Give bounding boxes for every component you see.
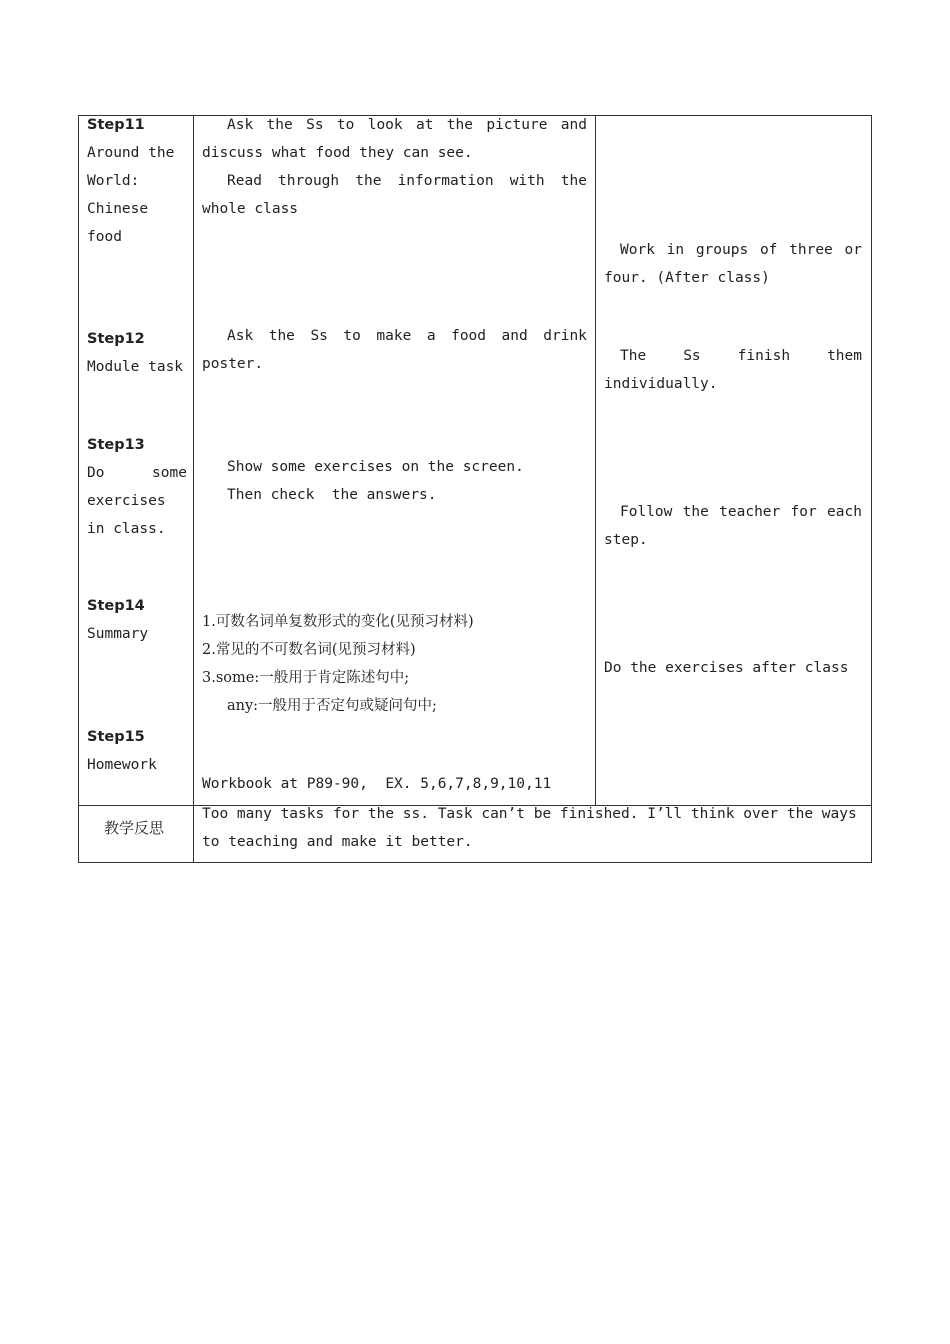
teacher-text: Workbook at P89-90, EX. 5,6,7,8,9,10,11 (202, 776, 552, 792)
student-text: step. (604, 532, 648, 548)
step-label: World: (87, 173, 140, 189)
word: Work (620, 242, 655, 258)
word: the (560, 173, 587, 189)
word: The (620, 348, 647, 364)
word: to (343, 328, 361, 344)
student-text: Do the exercises after class (604, 660, 849, 676)
step-title: Step13 (87, 437, 145, 453)
justified-line (227, 111, 587, 139)
col-divider-1 (193, 115, 194, 863)
teacher-text: 3.some:一般用于肯定陈述句中; (202, 670, 410, 686)
teacher-text: Show some exercises on the screen. (227, 459, 524, 475)
word: finish (737, 348, 791, 364)
word: in (666, 242, 685, 258)
word: look (367, 117, 403, 133)
step-label: Module task (87, 359, 184, 375)
teacher-text: discuss what food they can see. (202, 145, 473, 161)
word: the (268, 328, 295, 344)
word: Follow (620, 504, 673, 520)
word: to (336, 117, 355, 133)
word: groups (695, 242, 749, 258)
word: Read (227, 173, 262, 189)
word: with (509, 173, 545, 189)
justified-line (620, 498, 862, 526)
word: three (789, 242, 833, 258)
word: picture (486, 117, 548, 133)
step-label: Chinese (87, 201, 149, 217)
step-label: Summary (87, 626, 149, 642)
teacher-text: poster. (202, 356, 264, 372)
word: Ss (310, 328, 328, 344)
word: the (355, 173, 382, 189)
word: and (501, 328, 528, 344)
teacher-text: any:一般用于否定句或疑问句中; (227, 698, 437, 714)
teacher-text: 1.可数名词单复数形式的变化(见预习材料) (202, 614, 474, 630)
word: information (397, 173, 494, 189)
justified-line (620, 342, 862, 370)
word: Ss (306, 117, 324, 133)
word: or (844, 242, 862, 258)
word: Ask (227, 328, 254, 344)
word: for (790, 504, 817, 520)
step-label: Around the (87, 145, 175, 161)
student-text: four. (After class) (604, 270, 770, 286)
step-title: Step11 (87, 117, 145, 133)
step-label: some (152, 465, 187, 481)
word: drink (543, 328, 587, 344)
step-label: Homework (87, 757, 157, 773)
justified-line (227, 167, 587, 195)
step-label: Do (87, 465, 105, 481)
student-text: individually. (604, 376, 718, 392)
word: make (376, 328, 412, 344)
step-label: food (87, 229, 122, 245)
reflection-text: Too many tasks for the ss. Task can’t be finished. I’ll think over the ways (202, 806, 857, 822)
step-label: exercises (87, 493, 166, 509)
teacher-text: 2.常见的不可数名词(见预习材料) (202, 642, 416, 658)
word: teacher (719, 504, 781, 520)
step-title: Step12 (87, 331, 145, 347)
col-divider-2 (595, 115, 596, 805)
word: the (682, 504, 709, 520)
word: each (827, 504, 862, 520)
word: the (266, 117, 293, 133)
word: Ss (683, 348, 701, 364)
step-title: Step15 (87, 729, 145, 745)
word: a (426, 328, 436, 344)
step-label: in class. (87, 521, 166, 537)
word: food (451, 328, 487, 344)
word: the (446, 117, 473, 133)
step-title: Step14 (87, 598, 145, 614)
word: through (278, 173, 340, 189)
word: them (827, 348, 862, 364)
reflection-text: to teaching and make it better. (202, 834, 473, 850)
word: and (560, 117, 587, 133)
word: Ask (227, 117, 254, 133)
lesson-table (78, 115, 872, 863)
word: of (759, 242, 778, 258)
reflection-label: 教学反思 (104, 819, 165, 837)
teacher-text: whole class (202, 201, 299, 217)
teacher-text: Then check the answers. (227, 487, 437, 503)
justified-line (620, 236, 862, 264)
word: at (415, 117, 434, 133)
justified-line (227, 322, 587, 350)
